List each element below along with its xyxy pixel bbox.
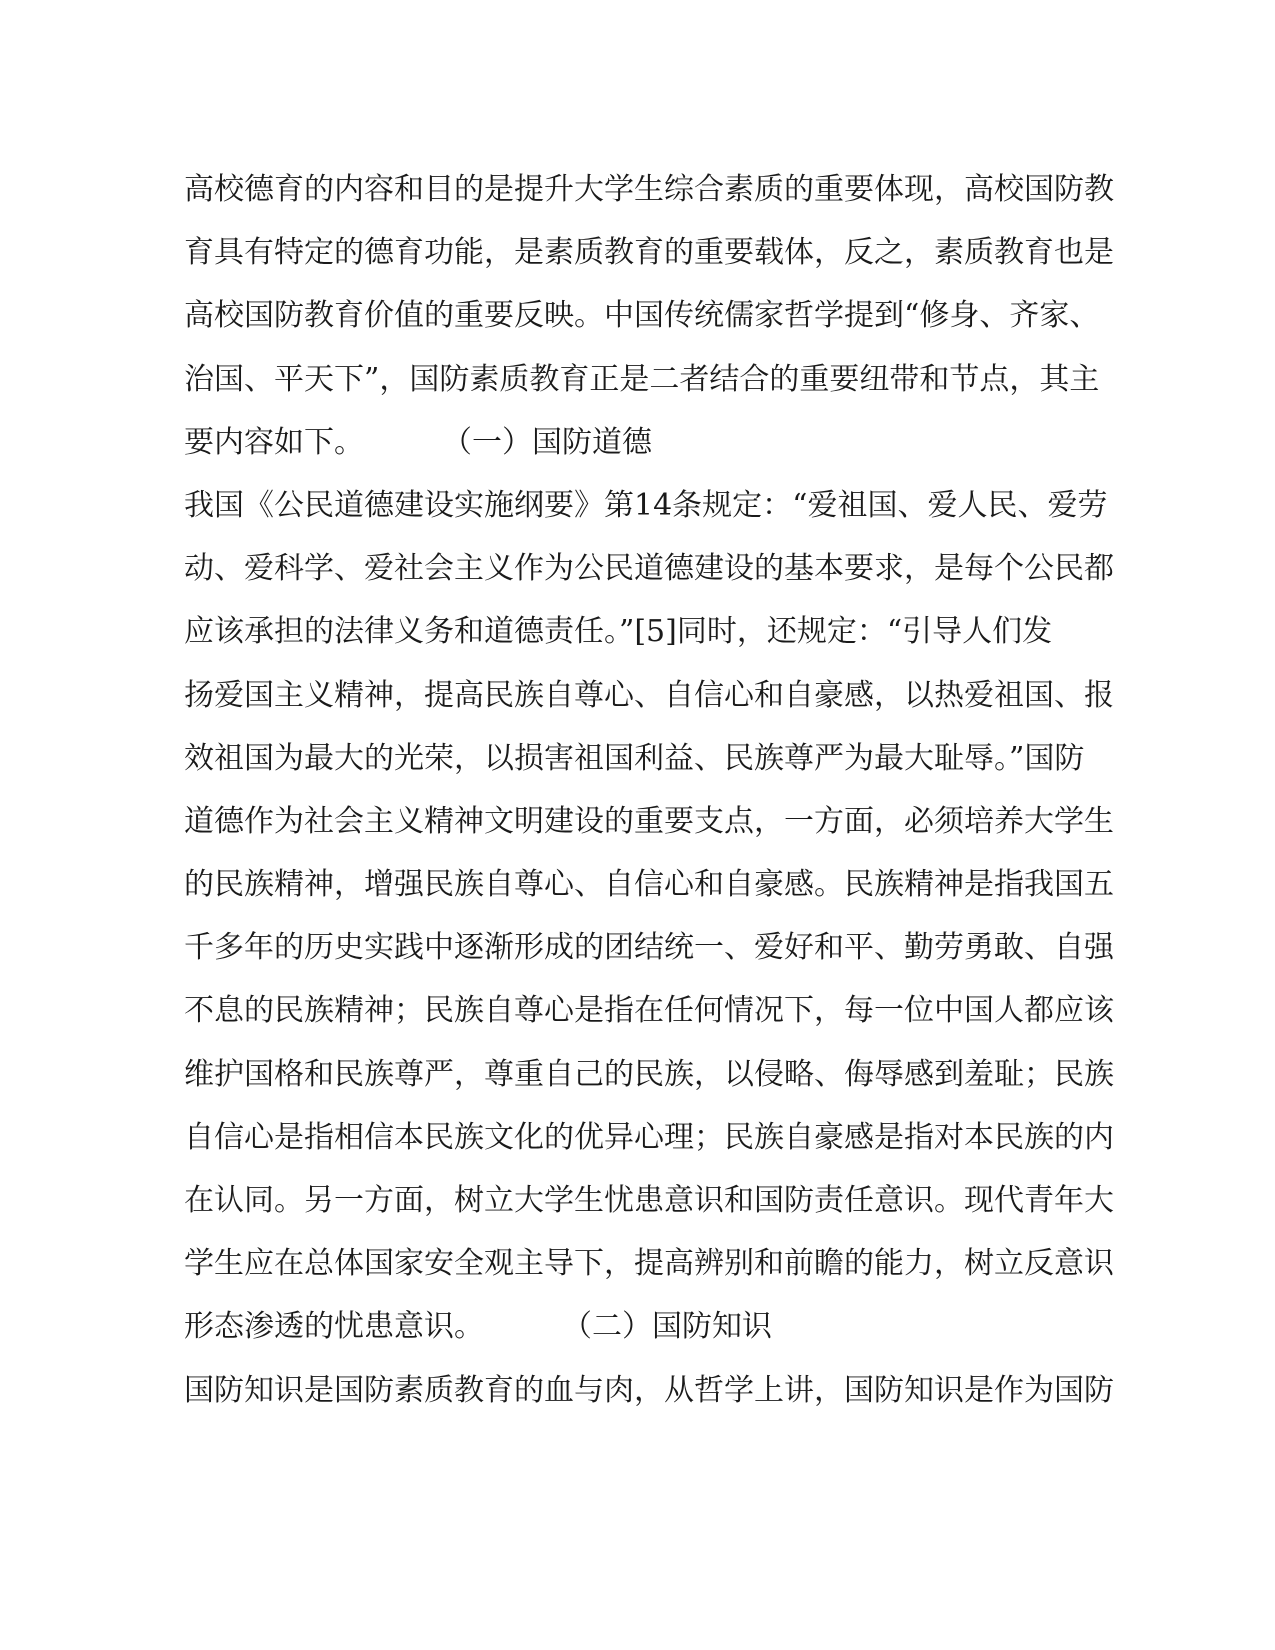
line-text: 治国、平天下”，国防素质教育正是二者结合的重要纽带和节点，其主 xyxy=(184,361,1100,397)
text-line xyxy=(184,1106,1114,1169)
text-line xyxy=(184,537,1114,600)
line-text: 千多年的历史实践中逐渐形成的团结统一、爱好和平、勤劳勇敢、自强 xyxy=(184,930,1114,966)
text-line xyxy=(184,284,1100,347)
line-text: 要内容如下。 xyxy=(184,424,364,460)
line-text: 自信心是指相信本民族文化的优异心理；民族自豪感是指对本民族的内 xyxy=(184,1119,1114,1155)
line-text: 在认同。另一方面，树立大学生忧患意识和国防责任意识。现代青年大 xyxy=(184,1183,1114,1218)
section-heading: （一）国防道德 xyxy=(442,424,652,460)
line-text: 的民族精神，增强民族自尊心、自信心和自豪感。民族精神是指我国五 xyxy=(184,867,1114,903)
text-line xyxy=(184,1043,1114,1106)
text-line xyxy=(184,1359,1114,1422)
line-text: 形态渗透的忧患意识。 xyxy=(184,1309,484,1345)
text-line xyxy=(184,979,1114,1042)
line-text: 高校国防教育价值的重要反映。中国传统儒家哲学提到“修身、齐家、 xyxy=(184,298,1100,334)
line-text: 不息的民族精神；民族自尊心是指在任何情况下，每一位中国人都应该 xyxy=(184,993,1114,1029)
line-text: 高校德育的内容和目的是提升大学生综合素质的重要体现，高校国防教 xyxy=(184,172,1114,207)
line-text: 效祖国为最大的光荣，以损害祖国利益、民族尊严为最大耻辱。”国防 xyxy=(184,740,1085,776)
text-line xyxy=(184,1295,1084,1358)
text-line xyxy=(184,727,1084,790)
text-line xyxy=(184,348,1100,411)
line-text: 维护国格和民族尊严，尊重自己的民族，以侵略、侮辱感到羞耻；民族 xyxy=(184,1056,1114,1092)
line-text: 国防知识是国防素质教育的血与肉，从哲学上讲，国防知识是作为国防 xyxy=(184,1372,1114,1408)
text-line xyxy=(184,916,1114,979)
section-heading: （二）国防知识 xyxy=(562,1309,772,1345)
text-line xyxy=(184,853,1114,916)
text-line xyxy=(184,1169,1114,1232)
text-line xyxy=(184,221,1114,284)
text-line xyxy=(184,474,1108,537)
line-text: 动、爱科学、爱社会主义作为公民道德建设的基本要求，是每个公民都 xyxy=(184,551,1114,587)
line-text: 育具有特定的德育功能，是素质教育的重要载体，反之，素质教育也是 xyxy=(184,235,1114,271)
body-text xyxy=(184,158,1114,1422)
text-line xyxy=(184,600,1084,663)
text-line xyxy=(184,1232,1114,1295)
line-text: 扬爱国主义精神，提高民族自尊心、自信心和自豪感，以热爱祖国、报 xyxy=(184,677,1114,713)
text-line xyxy=(184,158,1114,221)
text-line xyxy=(184,411,1084,474)
line-text: 我国《公民道德建设实施纲要》第14条规定：“爱祖国、爱人民、爱劳 xyxy=(184,487,1108,523)
line-text: 应该承担的法律义务和道德责任。”[5]同时，还规定：“引导人们发 xyxy=(184,614,1053,650)
line-text: 道德作为社会主义精神文明建设的重要支点，一方面，必须培养大学生 xyxy=(184,803,1114,839)
text-line xyxy=(184,664,1114,727)
text-line xyxy=(184,790,1114,853)
line-text: 学生应在总体国家安全观主导下，提高辨别和前瞻的能力，树立反意识 xyxy=(184,1246,1114,1282)
